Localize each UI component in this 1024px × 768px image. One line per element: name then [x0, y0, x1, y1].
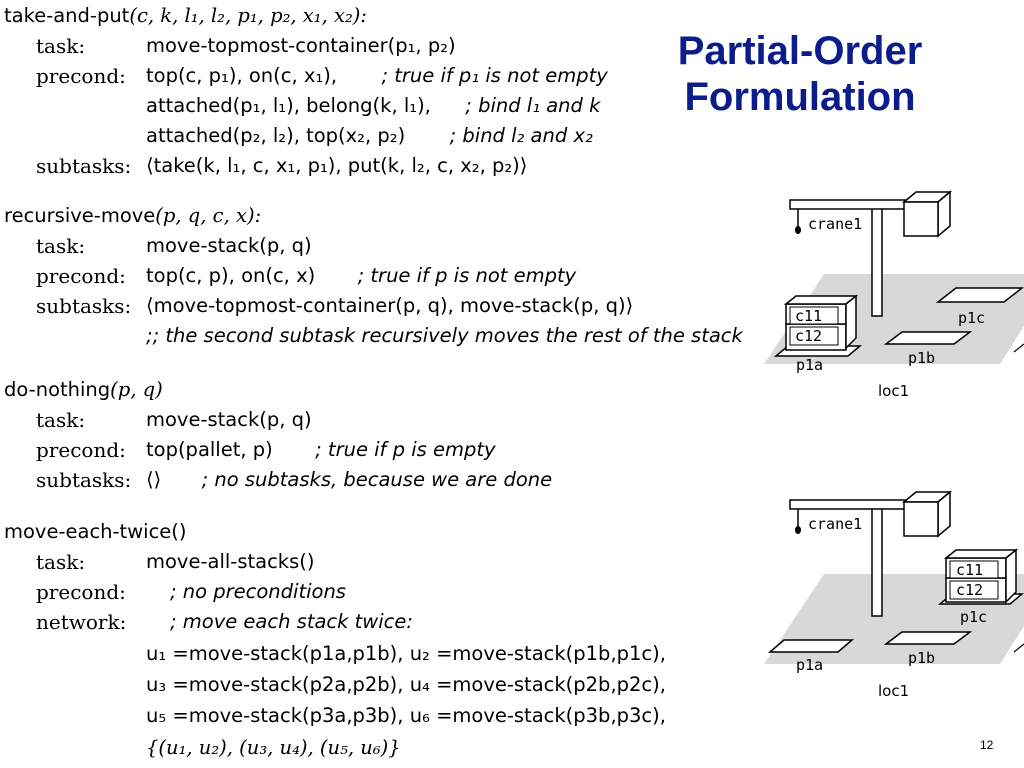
pile-label-p1b: p1b	[908, 649, 936, 667]
crane-cabin	[904, 202, 938, 236]
precond-label: precond:	[36, 580, 126, 604]
container-label-c12: c12	[795, 327, 823, 345]
subtasks-value: ⟨move-topmost-container(p, q), move-stack(p, q)⟩	[146, 294, 634, 317]
method-params: (p, q)	[110, 378, 163, 401]
location-label: loc1	[878, 682, 910, 700]
precond-label: precond:	[36, 64, 126, 88]
network-ordering: {(u₁, u₂), (u₃, u₄), (u₅, u₆)}	[146, 736, 401, 759]
pile-p1b	[886, 632, 970, 644]
method-params: (c, k, l₁, l₂, p₁, p₂, x₁, x₂):	[129, 4, 367, 27]
container-label-c12: c12	[956, 581, 984, 599]
precond-comment: ; bind l₁ and k	[465, 94, 601, 117]
method-name: take-and-put	[4, 4, 130, 27]
pile-label-p1b: p1b	[908, 349, 936, 367]
crane-cabin	[904, 502, 938, 536]
task-value: move-stack(p, q)	[146, 234, 312, 257]
subtasks-label: subtasks:	[36, 294, 132, 318]
subtasks-comment: ; no subtasks, because we are done	[201, 468, 553, 491]
precond-comment: ; true if p₁ is not empty	[381, 64, 608, 87]
method-header	[4, 520, 187, 543]
subtasks-value: ⟨⟩	[146, 468, 162, 491]
precond-comment: ; no preconditions	[170, 580, 346, 603]
task-value: move-all-stacks()	[146, 550, 315, 573]
pile-label-p1c: p1c	[960, 608, 988, 626]
slide-title-line-2: Formulation	[684, 75, 916, 119]
method-name: recursive-move	[4, 204, 156, 227]
network-expr: u₃ =move-stack(p2a,p2b), u₄ =move-stack(p2b,p2c),	[146, 673, 666, 696]
subtasks-comment: ;; the second subtask recursively moves the rest of the stack	[146, 324, 743, 347]
method-params: (p, q, c, x):	[155, 204, 262, 227]
pile-label-p1a: p1a	[796, 656, 824, 674]
precond-comment: ; bind l₂ and x₂	[449, 124, 593, 147]
precond-expr: attached(p₂, l₂), top(x₂, p₂)	[146, 124, 406, 147]
task-label: task:	[36, 550, 86, 574]
task-label: task:	[36, 34, 86, 58]
state-figure-top	[764, 186, 1024, 402]
pile-p1a	[770, 640, 852, 652]
precond-expr: top(c, p₁), on(c, x₁),	[146, 64, 338, 87]
crane-label: crane1	[808, 215, 863, 233]
precond-expr: attached(p₁, l₁), belong(k, l₁),	[146, 94, 431, 117]
crane-hook	[795, 526, 801, 534]
precond-expr: top(c, p), on(c, x)	[146, 264, 316, 287]
pile-label-p1c: p1c	[958, 309, 986, 327]
crane-hook	[795, 226, 801, 234]
subtasks-label: subtasks:	[36, 154, 132, 178]
method-name: move-each-twice()	[4, 520, 187, 543]
task-value: move-stack(p, q)	[146, 408, 312, 431]
subtasks-value: ⟨take(k, l₁, c, x₁, p₁), put(k, l₂, c, x₂, p₂)⟩	[146, 154, 528, 177]
crane-label: crane1	[808, 515, 863, 533]
method-header	[4, 204, 261, 227]
slide-title	[650, 28, 950, 120]
precond-label: precond:	[36, 264, 126, 288]
method-header	[4, 378, 163, 401]
crane-diagram	[764, 186, 1024, 402]
network-comment: ; move each stack twice:	[170, 610, 413, 633]
task-label: task:	[36, 408, 86, 432]
method-header	[4, 4, 367, 27]
state-figure-bottom	[764, 486, 1024, 702]
precond-expr: top(pallet, p)	[146, 438, 273, 461]
network-expr: u₅ =move-stack(p3a,p3b), u₆ =move-stack(p3b,p3c),	[146, 704, 666, 727]
subtasks-label: subtasks:	[36, 468, 132, 492]
crane-mast	[872, 508, 882, 616]
page-number: 12	[980, 738, 994, 752]
precond-label: precond:	[36, 438, 126, 462]
network-expr: u₁ =move-stack(p1a,p1b), u₂ =move-stack(p1b,p1c),	[146, 642, 666, 665]
precond-value	[146, 64, 608, 87]
pile-label-p1a: p1a	[796, 356, 824, 374]
location-label: loc1	[878, 382, 910, 400]
crane-mast	[872, 208, 882, 316]
container-label-c11: c11	[956, 561, 984, 579]
crane-diagram	[764, 486, 1024, 702]
task-value: move-topmost-container(p₁, p₂)	[146, 34, 456, 57]
precond-comment: ; true if p is empty	[315, 438, 496, 461]
pile-p1b	[886, 332, 970, 344]
precond-comment: ; true if p is not empty	[357, 264, 577, 287]
method-name: do-nothing	[4, 378, 111, 401]
task-label: task:	[36, 234, 86, 258]
network-label: network:	[36, 610, 127, 634]
slide-title-line-1: Partial-Order	[677, 29, 923, 73]
container-label-c11: c11	[795, 307, 823, 325]
